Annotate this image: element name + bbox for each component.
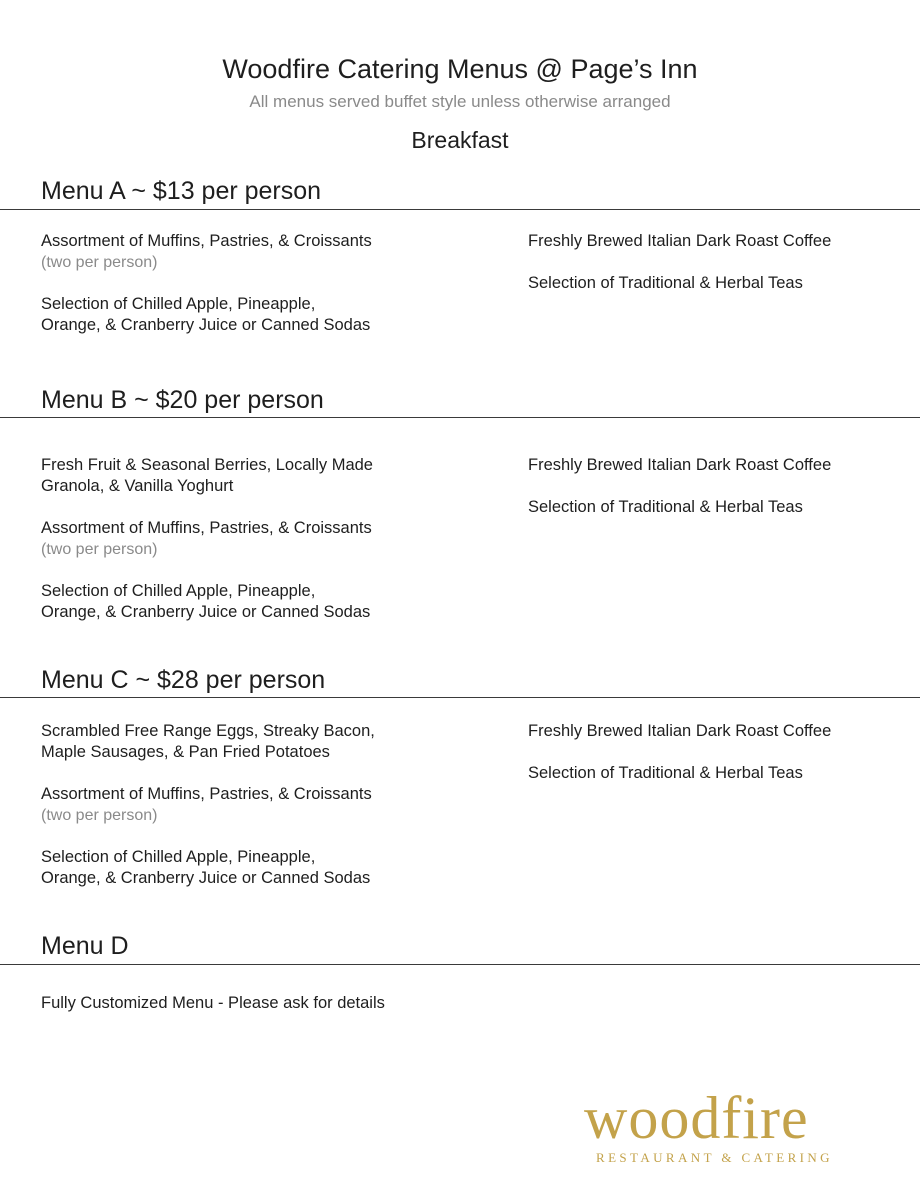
woodfire-logo: woodfire bbox=[584, 1085, 809, 1151]
menu-a-divider bbox=[0, 209, 920, 210]
menu-b-item: Selection of Chilled Apple, Pineapple, Orange, & Cranberry Juice or Canned Sodas bbox=[41, 582, 371, 621]
menu-b-heading: Menu B ~ $20 per person bbox=[41, 386, 324, 414]
menu-b-item: Assortment of Muffins, Pastries, & Croissants (two per person) bbox=[41, 518, 441, 560]
menu-d-heading: Menu D bbox=[41, 932, 129, 960]
menu-b-drink-item: Freshly Brewed Italian Dark Roast Coffee bbox=[528, 456, 832, 474]
menu-a-item-note: (two per person) bbox=[41, 254, 158, 271]
menu-a-item: Selection of Chilled Apple, Pineapple, Orange, & Cranberry Juice or Canned Sodas bbox=[41, 295, 371, 334]
menu-c-item: Assortment of Muffins, Pastries, & Croissants (two per person) bbox=[41, 784, 441, 826]
menu-d-text: Fully Customized Menu - Please ask for details bbox=[41, 994, 385, 1012]
menu-a-drink-item: Freshly Brewed Italian Dark Roast Coffee bbox=[528, 232, 832, 250]
menu-d-divider bbox=[0, 964, 920, 965]
menu-a-drink-item: Selection of Traditional & Herbal Teas bbox=[528, 274, 803, 292]
woodfire-logo-tagline: RESTAURANT & CATERING bbox=[596, 1150, 833, 1165]
menu-a-item: Assortment of Muffins, Pastries, & Croissants (two per person) bbox=[41, 231, 441, 273]
section-title: Breakfast bbox=[411, 127, 509, 153]
menu-b-divider bbox=[0, 417, 920, 418]
menu-c-item: Scrambled Free Range Eggs, Streaky Bacon, Maple Sausages, & Pan Fried Potatoes bbox=[41, 722, 375, 761]
menu-b-drink-item: Selection of Traditional & Herbal Teas bbox=[528, 498, 803, 516]
menu-b-item: Fresh Fruit & Seasonal Berries, Locally Made Granola, & Vanilla Yoghurt bbox=[41, 456, 373, 495]
menu-c-drink-item: Freshly Brewed Italian Dark Roast Coffee bbox=[528, 722, 832, 740]
menu-c-item: Selection of Chilled Apple, Pineapple, Orange, & Cranberry Juice or Canned Sodas bbox=[41, 848, 371, 887]
menu-c-item-note: (two per person) bbox=[41, 807, 158, 824]
menu-a-heading: Menu A ~ $13 per person bbox=[41, 177, 322, 205]
menu-c-divider bbox=[0, 697, 920, 698]
menu-b-item-note: (two per person) bbox=[41, 541, 158, 558]
menu-c-drink-item: Selection of Traditional & Herbal Teas bbox=[528, 764, 803, 782]
page-subtitle: All menus served buffet style unless otherwise arranged bbox=[249, 92, 671, 111]
menu-c-heading: Menu C ~ $28 per person bbox=[41, 666, 326, 694]
page-title: Woodfire Catering Menus @ Page’s Inn bbox=[222, 54, 698, 84]
